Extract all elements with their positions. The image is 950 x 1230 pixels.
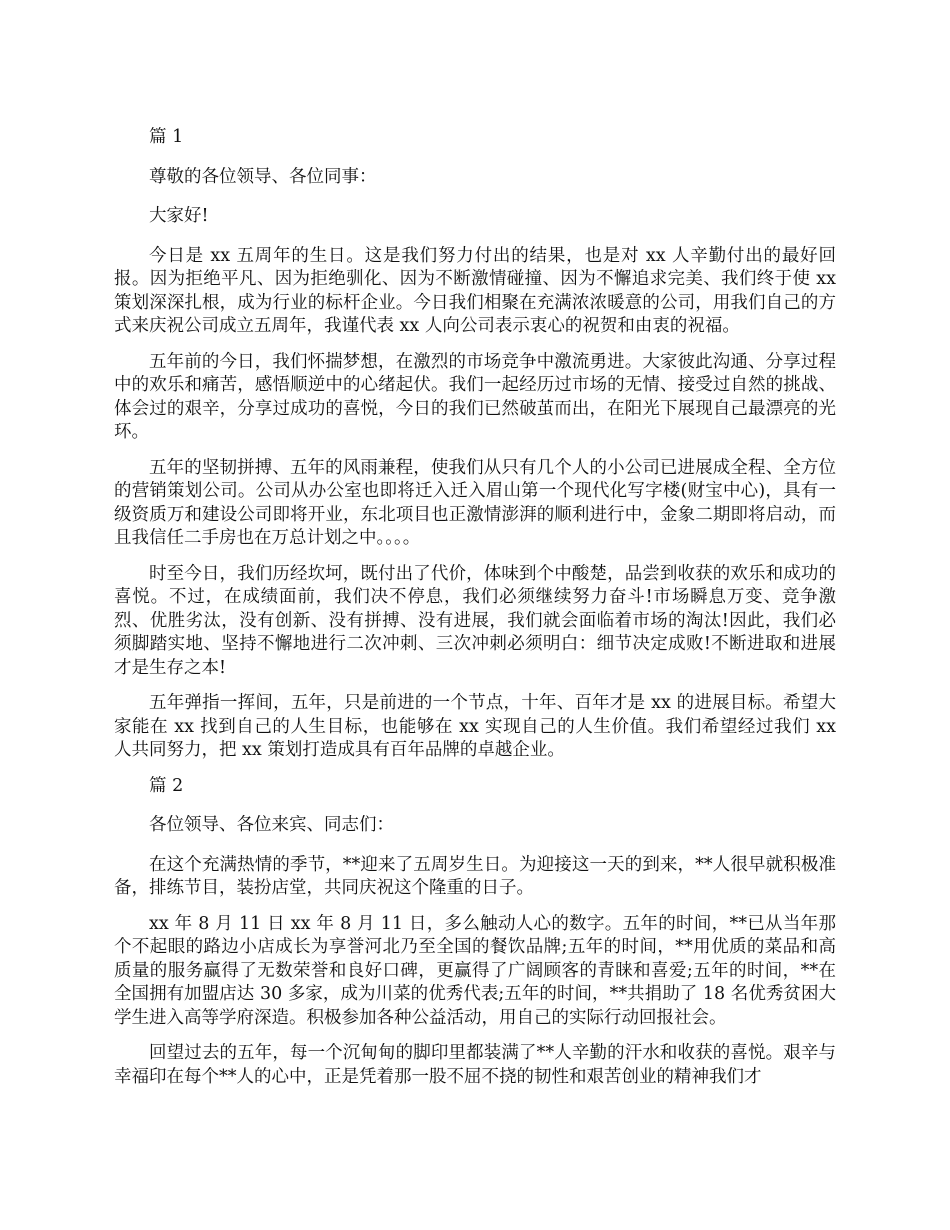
body-paragraph: xx 年 8 月 11 日 xx 年 8 月 11 日，多么触动人心的数字。五年的时间，**已从当年那个不起眼的路边小店成长为享誉河北乃至全国的餐饮品牌;五年的时间，**用优质的菜品和高质量的服务赢得了无数荣誉和良好口碑，更赢得了广阔顾客的青睐和喜爱;五年的时间，**在全国拥有加盟店达 30 多家，成为川菜的优秀代表;五年的时间，**共捐助了 18 名优秀贫困大学生进入高等学府深造。积极参加各种公益活动，用自己的实际行动回报社会。 [114, 913, 836, 1028]
salutation-2: 各位领导、各位来宾、同志们： [149, 815, 394, 835]
body-paragraph: 时至今日，我们历经坎坷，既付出了代价，体味到个中酸楚，品尝到收获的欢乐和成功的喜悦。不过，在成绩面前，我们决不停息，我们必须继续努力奋斗!市场瞬息万变、竞争激烈、优胜劣汰，没有创新、没有拼搏、没有进展，我们就会面临着市场的淘汰!因此，我们必须脚踏实地、坚持不懈地进行二次冲刺、三次冲刺必须明白：细节决定成败!不断进取和进展才是生存之本! [114, 563, 836, 678]
body-paragraph: 五年的坚韧拼搏、五年的风雨兼程，使我们从只有几个人的小公司已进展成全程、全方位的营销策划公司。公司从办公室也即将迁入迁入眉山第一个现代化写字楼(财宝中心)，具有一级资质万和建设公司即将开业，东北项目也正激情澎湃的顺利进行中，金象二期即将启动，而且我信任二手房也在万总计划之中。。。。 [114, 457, 836, 548]
body-paragraph: 五年前的今日，我们怀揣梦想，在激烈的市场竞争中激流勇进。大家彼此沟通、分享过程中的欢乐和痛苦，感悟顺逆中的心绪起伏。我们一起经历过市场的无情、接受过自然的挑战、体会过的艰辛，分享过成功的喜悦，今日的我们已然破茧而出，在阳光下展现自己最漂亮的光环。 [114, 351, 836, 442]
salutation-1: 尊敬的各位领导、各位同事： [149, 166, 377, 187]
body-paragraph: 回望过去的五年，每一个沉甸甸的脚印里都装满了**人辛勤的汗水和收获的喜悦。艰辛与幸福印在每个**人的心中，正是凭着那一股不屈不挠的韧性和艰苦创业的精神我们才 [114, 1043, 836, 1087]
body-paragraph: 五年弹指一挥间，五年，只是前进的一个节点，十年、百年才是 xx 的进展目标。希望大家能在 xx 找到自己的人生目标，也能够在 xx 实现自己的人生价值。我们希望经过我们 xx 人共同努力，把 xx 策划打造成具有百年品牌的卓越企业。 [114, 693, 836, 760]
body-paragraph: 在这个充满热情的季节，**迎来了五周岁生日。为迎接这一天的到来，**人很早就积极准备，排练节目，装扮店堂，共同庆祝这个隆重的日子。 [114, 854, 836, 898]
greeting: 大家好! [149, 206, 209, 226]
section-heading-1: 篇 1 [149, 127, 184, 147]
body-paragraph: 今日是 xx 五周年的生日。这是我们努力付出的结果，也是对 xx 人辛勤付出的最好回报。因为拒绝平凡、因为拒绝驯化、因为不断激情碰撞、因为不懈追求完美、我们终于使 xx 策划深深扎根，成为行业的标杆企业。今日我们相聚在充满浓浓暖意的公司，用我们自己的方式来庆祝公司成立五周年，我谨代表 xx 人向公司表示衷心的祝贺和由衷的祝福。 [114, 245, 836, 336]
section-heading-2: 篇 2 [149, 775, 184, 796]
